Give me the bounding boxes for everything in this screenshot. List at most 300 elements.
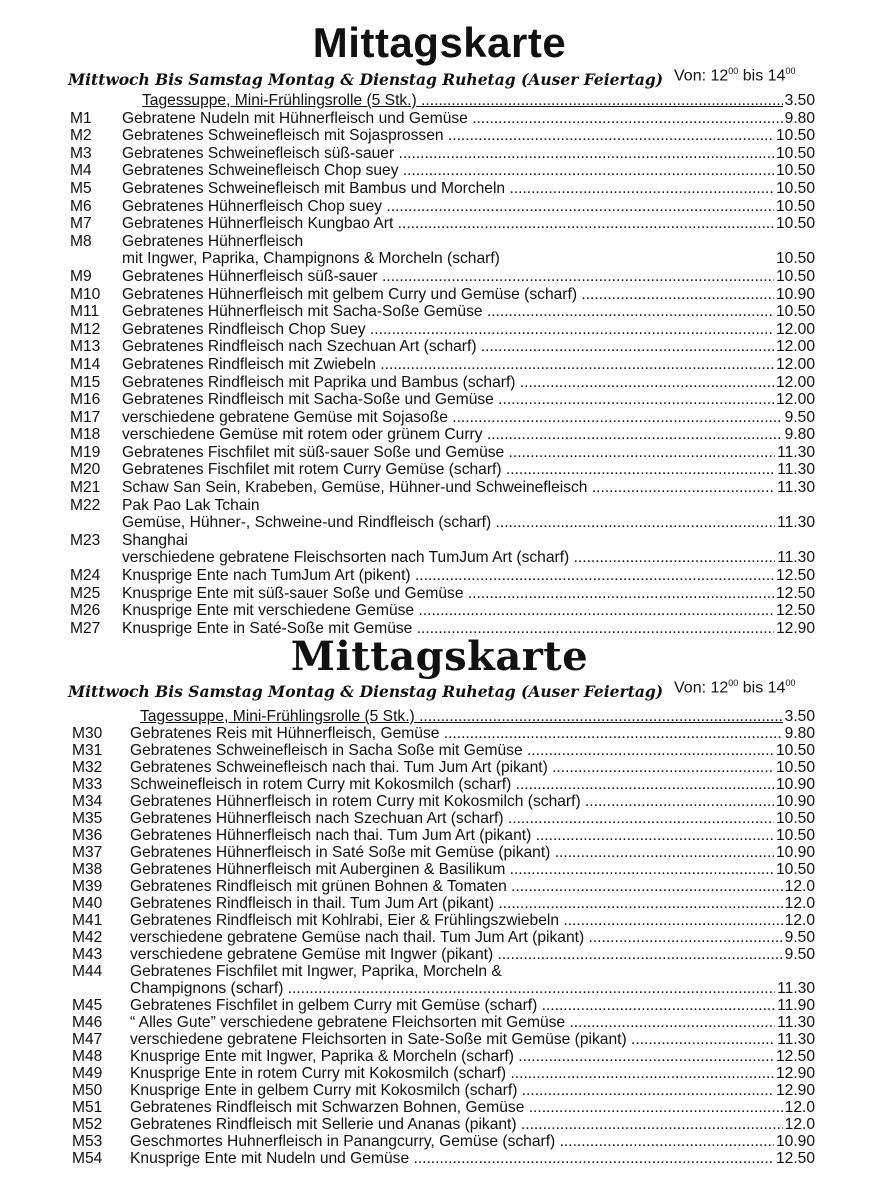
item-price: 11.30 — [777, 443, 815, 461]
dot-leader — [411, 567, 813, 584]
item-description-text: Gebratenes Rindfleisch mit Schwarzen Bohnen, Gemüse — [130, 1099, 525, 1116]
item-code: M31 — [72, 742, 103, 759]
item-code: M54 — [72, 1150, 103, 1167]
item-description — [130, 1048, 813, 1065]
item-code: M25 — [70, 584, 101, 602]
item-price: 12.50 — [775, 1048, 815, 1065]
item-description-text: Gebratenes Hühnerfleisch mit Sacha-Soße Gemüse — [122, 303, 483, 321]
item-code: M14 — [70, 355, 101, 373]
menu-item-row — [0, 1031, 879, 1048]
item-description — [130, 725, 813, 742]
item-description — [130, 810, 813, 827]
menu-item-row — [0, 1133, 879, 1150]
item-price: 12.00 — [775, 320, 815, 338]
item-description — [130, 1031, 813, 1048]
menu-item-row — [0, 303, 879, 321]
menu-item-row — [0, 567, 879, 585]
menu-item-row — [0, 444, 879, 462]
menu-item-row — [0, 127, 879, 145]
item-description-text: Gebratenes Hühnerfleisch in rotem Curry mit Kokosmilch (scharf) — [130, 793, 581, 810]
dot-leader — [468, 110, 813, 127]
item-code: M38 — [72, 861, 103, 878]
item-description-text: Gebratenes Hühnerfleisch — [122, 232, 304, 250]
item-price: 10.50 — [775, 162, 815, 180]
item-price: 9.80 — [784, 109, 815, 127]
item-code: M52 — [72, 1116, 103, 1133]
dot-leader — [493, 946, 813, 963]
item-description-text: Gemüse, Hühner-, Schweine-und Rindfleisch (scharf) — [122, 514, 492, 532]
item-price: 10.50 — [775, 742, 815, 759]
item-description — [130, 1014, 813, 1031]
item-description-text: Pak Pao Lak Tchain — [122, 496, 260, 514]
dot-leader — [439, 725, 813, 742]
item-description-text: Gebratenes Rindfleisch mit Zwiebeln — [122, 355, 376, 373]
item-description-text: Gebratenes Hühnerfleisch Kungbao Art — [122, 215, 394, 233]
item-code: M37 — [72, 844, 103, 861]
item-price: 12.50 — [775, 602, 815, 620]
item-code: M47 — [72, 1031, 103, 1048]
item-code: M6 — [70, 197, 92, 215]
menu-item-row — [0, 912, 879, 929]
dot-leader — [515, 374, 813, 391]
item-code: M7 — [70, 215, 92, 233]
item-description — [130, 929, 813, 946]
hours-to: bis 14 — [738, 67, 786, 85]
item-price: 10.90 — [775, 844, 815, 861]
menu-item-row — [0, 286, 879, 304]
item-description-text: Gebratenes Hühnerfleisch in Saté Soße mit Gemüse (pikant) — [130, 844, 551, 861]
item-description — [122, 567, 813, 585]
menu-item-row — [0, 356, 879, 374]
opening-hours — [674, 678, 795, 697]
item-description — [122, 444, 813, 462]
item-description-text: Gebratenes Fischfilet mit Ingwer, Paprika, Morcheln & — [130, 963, 502, 980]
menu-item-row — [0, 725, 879, 742]
item-description-text: verschiedene gebratene Gemüse mit Sojasoße — [122, 408, 448, 426]
menu-item-row — [0, 895, 879, 912]
item-description — [130, 1133, 813, 1150]
item-description — [122, 145, 813, 163]
item-description-text: verschiedene gebratene Fleischsorten nach TumJum Art (scharf) — [122, 549, 570, 567]
hours-from-minutes: 00 — [728, 678, 739, 688]
item-price: 10.50 — [775, 197, 815, 215]
item-description — [122, 180, 813, 198]
item-description — [122, 585, 813, 603]
item-price: 9.80 — [784, 426, 815, 444]
menu-title: Mittagskarte — [312, 19, 567, 66]
item-price: 12.90 — [775, 1065, 815, 1082]
item-price: 9.50 — [784, 946, 815, 963]
item-description-text: Gebratenes Schweinefleisch nach thai. Tum Jum Art (pikant) — [130, 759, 548, 776]
item-code: M18 — [70, 426, 101, 444]
item-description — [122, 409, 813, 427]
item-code: M16 — [70, 391, 101, 409]
item-description — [122, 391, 813, 409]
dot-leader — [523, 742, 813, 759]
dot-leader — [448, 409, 813, 426]
dot-leader — [505, 180, 813, 197]
item-price: 11.90 — [777, 997, 815, 1014]
dot-leader — [505, 861, 813, 878]
item-description-text: Knusprige Ente mit verschiedene Gemüse — [122, 602, 415, 620]
dot-leader — [504, 444, 813, 461]
menu-item-row — [0, 514, 879, 532]
item-description — [122, 479, 813, 497]
item-price: 12.00 — [775, 391, 815, 409]
menu-item-row — [0, 980, 879, 997]
menu-item-row — [0, 426, 879, 444]
dot-leader — [517, 1116, 813, 1133]
item-price: 10.50 — [775, 215, 815, 233]
item-description-text: Gebratenes Rindfleisch mit Sellerie und Ananas (pikant) — [130, 1116, 517, 1133]
item-description — [142, 92, 813, 110]
dot-leader — [415, 708, 813, 725]
item-description — [130, 759, 813, 776]
menu-item-list — [0, 708, 879, 1167]
menu-item-row — [0, 180, 879, 198]
item-description-text: Gebratenes Hühnerfleisch mit gelbem Curry und Gemüse (scharf) — [122, 285, 578, 303]
item-description — [130, 844, 813, 861]
item-description — [122, 549, 813, 567]
item-price: 10.50 — [775, 250, 815, 268]
item-description-text: verschiedene gebratene Gemüse mit Ingwer (pikant) — [130, 946, 494, 963]
item-description — [122, 162, 813, 180]
dot-leader — [584, 929, 813, 946]
item-code: M15 — [70, 373, 101, 391]
item-code: M5 — [70, 179, 92, 197]
item-price: 12.00 — [775, 355, 815, 373]
item-description — [130, 1099, 813, 1116]
menu-item-row — [0, 110, 879, 128]
item-description-text: Knusprige Ente mit süß-sauer Soße und Gemüse — [122, 584, 464, 602]
item-price: 12.90 — [775, 619, 815, 637]
dot-leader — [559, 912, 813, 929]
item-code: M8 — [70, 232, 92, 250]
menu-item-row — [0, 742, 879, 759]
item-description-text: Gebratenes Schweinefleisch mit Bambus und Morcheln — [122, 179, 506, 197]
item-description-text: Gebratenes Hühnerfleisch Chop suey — [122, 197, 383, 215]
item-description-text: Knusprige Ente nach TumJum Art (pikent) — [122, 567, 411, 585]
item-description — [130, 878, 813, 895]
item-code: M36 — [72, 827, 103, 844]
menu-subtitle: Mittwoch Bis Samstag Montag & Dienstag Ruhetag (Auser Feiertag) — [68, 682, 664, 701]
soup-row — [0, 92, 879, 110]
item-code: M12 — [70, 320, 101, 338]
item-description-text: Gebratenes Fischfilet mit rotem Curry Gemüse (scharf) — [122, 461, 502, 479]
menu-title: Mittagskarte — [290, 633, 589, 680]
item-description — [130, 776, 813, 793]
menu-item-row — [0, 1014, 879, 1031]
item-code: M35 — [72, 810, 103, 827]
item-description — [130, 963, 813, 980]
item-code: M20 — [70, 461, 101, 479]
item-price: 12.0 — [784, 1116, 815, 1133]
dot-leader — [464, 585, 814, 602]
dot-leader — [366, 321, 813, 338]
dot-leader — [483, 426, 813, 443]
item-description-text: Knusprige Ente in rotem Curry mit Kokosmilch (scharf) — [130, 1065, 507, 1082]
item-description-text: Schweinefleisch in rotem Curry mit Kokosmilch (scharf) — [130, 776, 512, 793]
item-price: 11.30 — [777, 1014, 815, 1031]
item-description — [122, 338, 813, 356]
item-description — [130, 1116, 813, 1133]
hours-to-minutes: 00 — [785, 678, 796, 688]
menu-item-row — [0, 1082, 879, 1099]
item-description-text: Champignons (scharf) — [130, 980, 284, 997]
item-description-text: Gebratenes Schweinefleisch süß-sauer — [122, 144, 395, 162]
menu-item-row — [0, 162, 879, 180]
item-price: 10.50 — [775, 267, 815, 285]
item-description — [122, 497, 813, 515]
item-description-text: Gebratenes Schweinefleisch in Sacha Soße mit Gemüse — [130, 742, 523, 759]
menu-item-row — [0, 549, 879, 567]
item-price: 9.50 — [784, 408, 815, 426]
menu-item-row — [0, 391, 879, 409]
item-description — [122, 286, 813, 304]
item-code: M33 — [72, 776, 103, 793]
item-code: M50 — [72, 1082, 103, 1099]
item-description — [122, 461, 813, 479]
item-description — [122, 374, 813, 392]
item-description — [122, 532, 813, 550]
item-description — [122, 198, 813, 216]
item-code: M9 — [70, 267, 92, 285]
dot-leader — [491, 514, 813, 531]
menu-item-list — [0, 92, 879, 637]
item-code: M2 — [70, 127, 92, 145]
item-price: 12.0 — [784, 895, 815, 912]
item-price: 3.50 — [784, 92, 815, 109]
item-code: M24 — [70, 567, 101, 585]
item-description — [130, 861, 813, 878]
item-price: 12.50 — [775, 584, 815, 602]
item-description — [130, 793, 813, 810]
item-description — [122, 356, 813, 374]
item-description-text: Gebratenes Fischfilet mit süß-sauer Soße und Gemüse — [122, 443, 505, 461]
menu-item-row — [0, 827, 879, 844]
item-code: M30 — [72, 725, 103, 742]
item-description-text: Tagessuppe, Mini-Frühlingsrolle (5 Stk.) — [140, 708, 415, 725]
dot-leader — [382, 198, 813, 215]
item-description-text: Gebratenes Rindfleisch mit Sacha-Soße und Gemüse — [122, 391, 494, 409]
item-code: M19 — [70, 443, 101, 461]
menu-item-row — [0, 861, 879, 878]
menu-item-row — [0, 268, 879, 286]
item-description-text: Shanghai — [122, 531, 188, 549]
item-price: 10.50 — [775, 144, 815, 162]
item-code: M43 — [72, 946, 103, 963]
item-description — [130, 997, 813, 1014]
item-code: M45 — [72, 997, 103, 1014]
item-description-text: Knusprige Ente in Saté-Soße mit Gemüse — [122, 619, 413, 637]
dot-leader — [378, 268, 813, 285]
menu-item-row — [0, 250, 879, 268]
item-description — [122, 233, 813, 251]
menu-item-row — [0, 532, 879, 550]
dot-leader — [514, 1048, 813, 1065]
item-code: M4 — [70, 162, 92, 180]
menu-item-row — [0, 198, 879, 216]
dot-leader — [507, 878, 813, 895]
item-description-text: Gebratenes Rindfleisch mit grünen Bohnen & Tomaten — [130, 878, 507, 895]
dot-leader — [531, 827, 813, 844]
menu-item-row — [0, 946, 879, 963]
menu-item-row — [0, 759, 879, 776]
menu-item-row — [0, 1099, 879, 1116]
item-description-text: Gebratenes Schweinefleisch mit Sojasprossen — [122, 127, 444, 145]
item-description-text: Gebratenes Hühnerfleisch nach Szechuan Art (scharf) — [130, 810, 504, 827]
menu-item-row — [0, 844, 879, 861]
item-price: 10.50 — [775, 827, 815, 844]
dot-leader — [511, 776, 813, 793]
item-code: M26 — [70, 602, 101, 620]
dot-leader — [409, 1150, 813, 1167]
dot-leader — [537, 997, 813, 1014]
menu-item-row — [0, 878, 879, 895]
menu-item-row — [0, 233, 879, 251]
item-code: M23 — [70, 531, 101, 549]
item-description — [130, 1082, 813, 1099]
item-description — [122, 110, 813, 128]
item-description — [122, 426, 813, 444]
item-price: 11.30 — [777, 980, 815, 997]
item-code: M44 — [72, 963, 103, 980]
item-price: 10.50 — [775, 759, 815, 776]
item-price: 12.50 — [775, 567, 815, 585]
dot-leader — [399, 162, 813, 179]
item-description-text: verschiedene gebratene Fleichsorten in Sate-Soße mit Gemüse (pikant) — [130, 1031, 627, 1048]
item-description-text: Gebratene Nudeln mit Hühnerfleisch und Gemüse — [122, 109, 468, 127]
menu-item-row — [0, 1150, 879, 1167]
item-price: 10.90 — [775, 285, 815, 303]
item-price: 9.80 — [784, 725, 815, 742]
item-description — [122, 303, 813, 321]
dot-leader — [393, 215, 813, 232]
menu-item-row — [0, 374, 879, 392]
item-description-text: Knusprige Ente mit Nudeln und Gemüse — [130, 1150, 410, 1167]
menu-item-row — [0, 145, 879, 163]
item-description-text: Gebratenes Hühnerfleisch süß-sauer — [122, 267, 378, 285]
item-description-text: Schaw San Sein, Krabeben, Gemüse, Hühner-und Schweinefleisch — [122, 479, 588, 497]
dot-leader — [417, 92, 813, 109]
item-price: 3.50 — [784, 708, 815, 725]
item-description-text: Gebratenes Fischfilet in gelbem Curry mit Gemüse (scharf) — [130, 997, 538, 1014]
dot-leader — [376, 356, 813, 373]
menu-item-row — [0, 479, 879, 497]
item-price: 11.30 — [777, 549, 815, 567]
menu-item-row — [0, 602, 879, 620]
opening-hours — [674, 66, 795, 85]
item-code: M32 — [72, 759, 103, 776]
item-description-text: Knusprige Ente mit Ingwer, Paprika & Morcheln (scharf) — [130, 1048, 514, 1065]
dot-leader — [483, 303, 813, 320]
item-code: M11 — [70, 303, 100, 321]
item-price: 10.90 — [775, 776, 815, 793]
item-description-text: mit Ingwer, Paprika, Champignons & Morcheln (scharf) — [122, 250, 500, 268]
item-description — [130, 1065, 813, 1082]
menu-item-row — [0, 321, 879, 339]
item-description-text: “ Alles Gute” verschiedene gebratene Fleichsorten mit Gemüse — [130, 1014, 566, 1031]
hours-to-minutes: 00 — [785, 66, 796, 76]
soup-row — [0, 708, 879, 725]
dot-leader — [283, 980, 813, 997]
dot-leader — [517, 1082, 813, 1099]
dot-leader — [477, 338, 813, 355]
hours-from: Von: 12 — [674, 67, 729, 85]
item-description — [130, 827, 813, 844]
item-code: M51 — [72, 1099, 103, 1116]
item-description — [130, 946, 813, 963]
item-description — [122, 268, 813, 286]
item-code: M42 — [72, 929, 103, 946]
item-code: M17 — [70, 408, 101, 426]
dot-leader — [444, 127, 813, 144]
menu-item-row — [0, 810, 879, 827]
menu-item-row — [0, 793, 879, 810]
menu-item-row — [0, 776, 879, 793]
item-code: M34 — [72, 793, 103, 810]
menu-item-row — [0, 497, 879, 515]
hours-to: bis 14 — [738, 679, 786, 697]
item-price: 10.50 — [775, 127, 815, 145]
item-description-text: Knusprige Ente in gelbem Curry mit Kokosmilch (scharf) — [130, 1082, 518, 1099]
item-code: M40 — [72, 895, 103, 912]
item-price: 12.0 — [784, 1099, 815, 1116]
menu-item-row — [0, 585, 879, 603]
item-description-text: Gebratenes Reis mit Hühnerfleisch, Gemüse — [130, 725, 440, 742]
item-code: M21 — [70, 479, 101, 497]
item-code: M3 — [70, 144, 92, 162]
item-price: 11.30 — [777, 514, 815, 532]
item-code: M46 — [72, 1014, 103, 1031]
item-price: 12.00 — [775, 373, 815, 391]
item-description-text: Gebratenes Rindfleisch mit Kohlrabi, Eier & Frühlingszwiebeln — [130, 912, 560, 929]
dot-leader — [502, 461, 813, 478]
dot-leader — [494, 391, 813, 408]
item-price: 10.50 — [775, 179, 815, 197]
item-description — [122, 514, 813, 532]
item-description — [130, 912, 813, 929]
item-code: M53 — [72, 1133, 103, 1150]
menu-item-row — [0, 215, 879, 233]
menu-item-row — [0, 1048, 879, 1065]
dot-leader — [506, 1065, 813, 1082]
item-price: 11.30 — [777, 479, 815, 497]
item-price: 12.0 — [784, 912, 815, 929]
dot-leader — [414, 602, 813, 619]
item-description-text: Gebratenes Rindfleisch Chop Suey — [122, 320, 366, 338]
item-code: M22 — [70, 496, 101, 514]
item-description-text: Gebratenes Hühnerfleisch mit Auberginen & Basilikum — [130, 861, 506, 878]
item-price: 12.50 — [775, 1150, 815, 1167]
item-price: 11.30 — [777, 461, 815, 479]
item-price: 10.90 — [775, 793, 815, 810]
menu-item-row — [0, 1065, 879, 1082]
item-code: M49 — [72, 1065, 103, 1082]
item-description-text: verschiedene Gemüse mit rotem oder grünem Curry — [122, 426, 483, 444]
item-description — [122, 250, 813, 268]
item-code: M41 — [72, 912, 103, 929]
hours-from-minutes: 00 — [728, 66, 739, 76]
item-price: 11.30 — [777, 1031, 815, 1048]
item-description — [122, 215, 813, 233]
item-price: 9.50 — [784, 929, 815, 946]
item-price: 12.90 — [775, 1082, 815, 1099]
item-description — [122, 127, 813, 145]
item-description-text: Gebratenes Rindfleisch nach Szechuan Art (scharf) — [122, 338, 477, 356]
item-price: 10.50 — [775, 303, 815, 321]
item-code: M1 — [70, 109, 92, 127]
